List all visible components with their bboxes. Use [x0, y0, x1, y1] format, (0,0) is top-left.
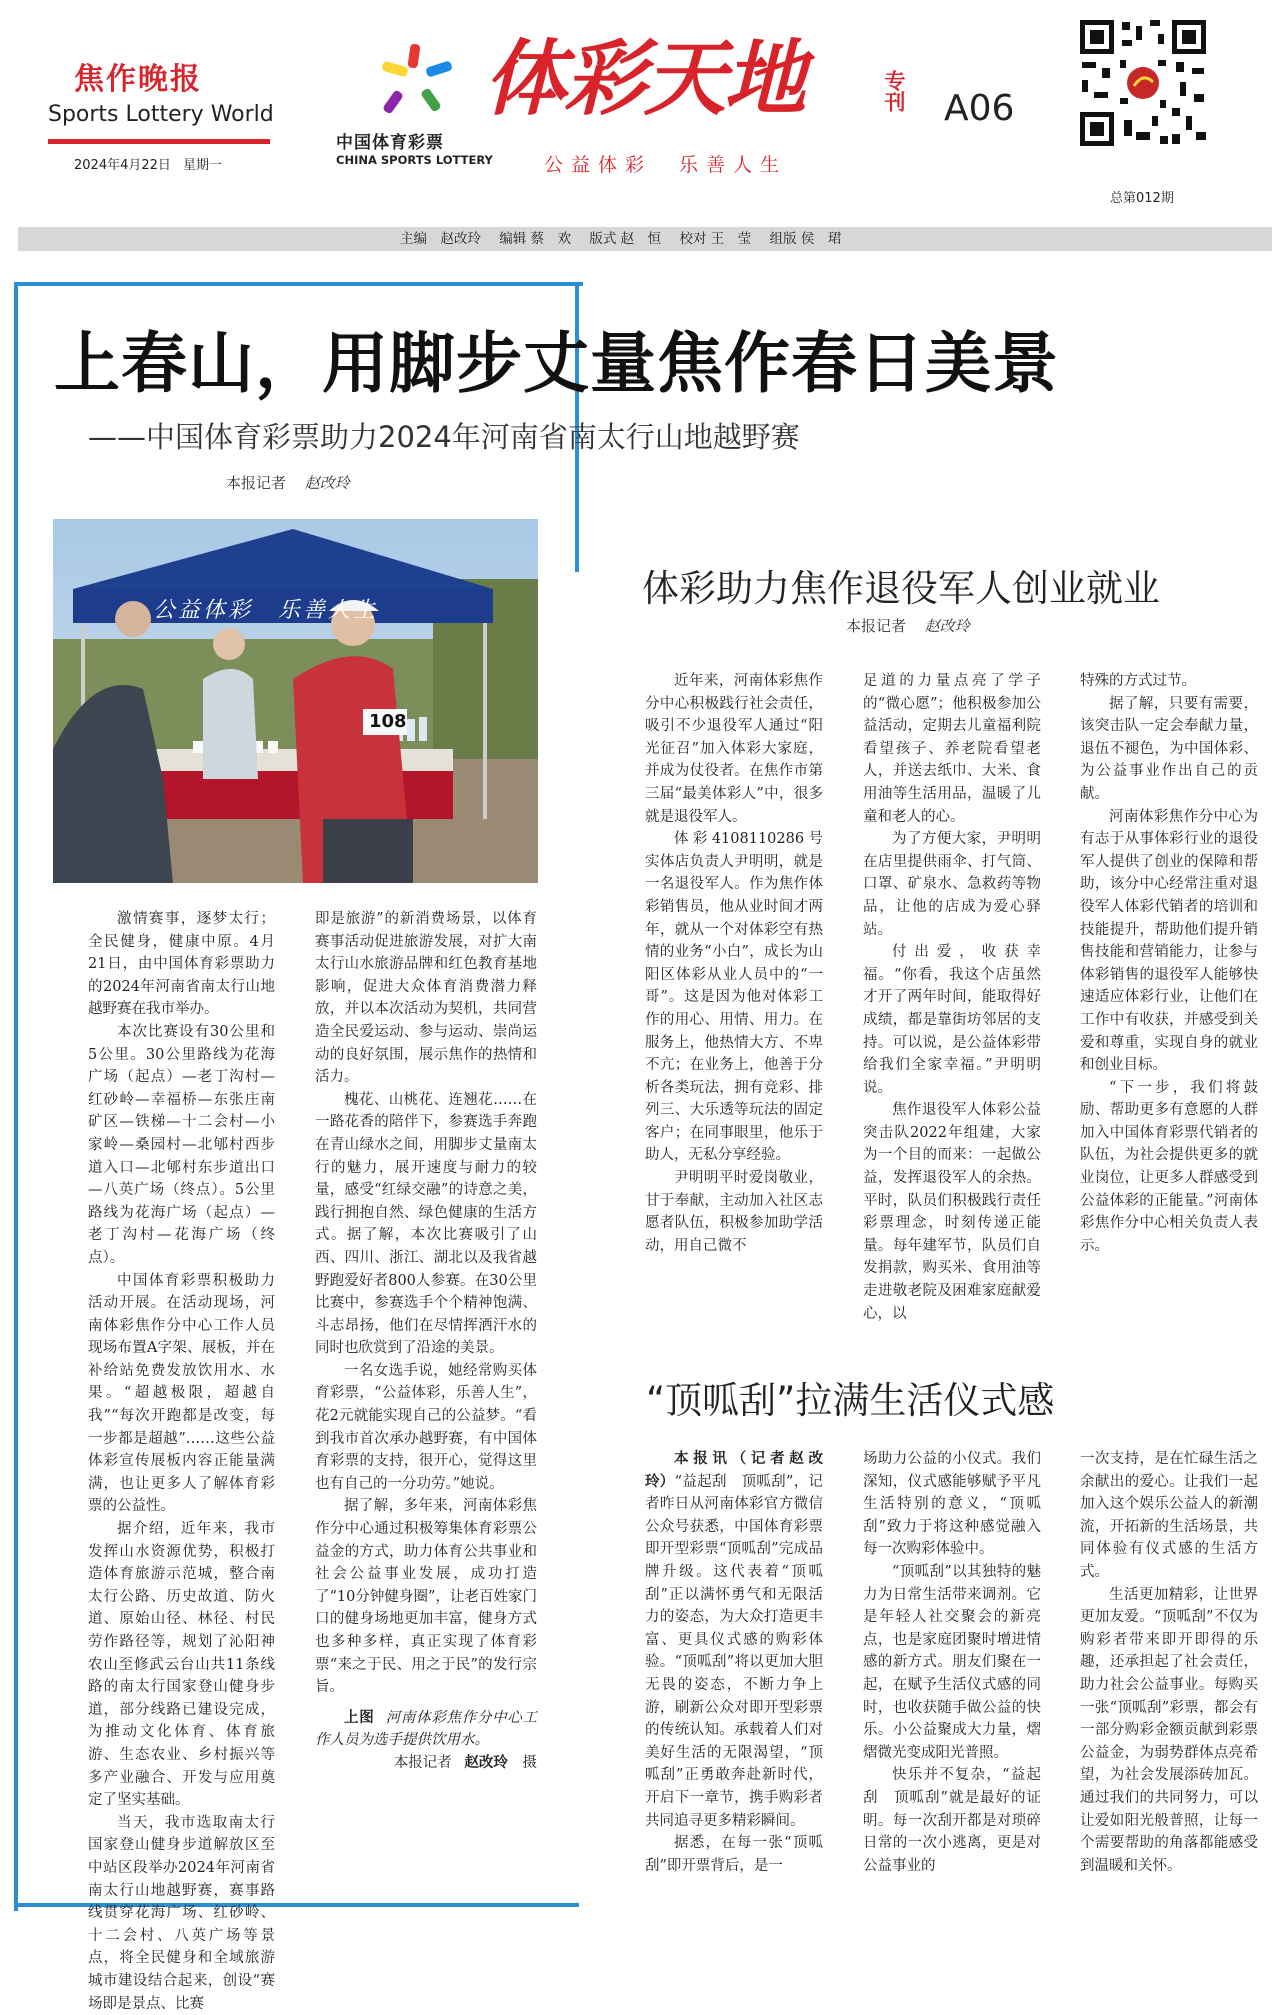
credit-verb: 摄	[522, 1754, 537, 1771]
paragraph: 场助力公益的小仪式。我们深知，仪式感能够赋予平凡生活特别的意义，“顶呱刮”致力于将这种感觉融入每一次购彩体验中。	[863, 1451, 1041, 1558]
main-article-column-2	[315, 908, 537, 1775]
paragraph: 体彩4108110286号实体店负责人尹明明，就是一名退役军人。作为焦作体彩销售员，他从业时间才两年，就从一个对体彩空有热情的业务“小白”，成长为山阳区体彩从业人员中的“一哥”。这是因为他对体彩工作的用心、用情、用力。在服务上，他热情大方、不卑不亢；在业务上，他善于分析各类玩法，拥有竞彩、排列三、大乐透等玩法的固定客户；在同事眼里，他乐于助人，无私分享经验。	[645, 831, 823, 1164]
paragraph: “下一步，我们将鼓励、帮助更多有意愿的人群加入中国体育彩票代销者的队伍，为社会提供更多的就业岗位，让更多人群感受到公益体彩的正能量。”河南体彩焦作分中心相关负责人表示。	[1080, 1079, 1258, 1254]
paragraph: 快乐并不复杂，“益起刮 顶呱刮”就是最好的证明。每一次刮开都是对琐碎日常的一次小逃离，更是对公益事业的	[863, 1767, 1041, 1874]
article3-column-2	[863, 1448, 1041, 1877]
paragraph: 河南体彩焦作分中心为有志于从事体彩行业的退役军人提供了创业的保障和帮助，该分中心经常注重对退役军人体彩代销者的培训和技能提升，帮助他们提升销售技能和营销能力，让参与体彩销售的退役军人能够快速适应体彩行业，让他们在工作中有收获，并感受到关爱和尊重，实现自身的就业和创业目标。	[1080, 808, 1258, 1074]
paragraph: 据悉，在每一张“顶呱刮”即开票背后，是一	[645, 1835, 823, 1874]
date-text: 2024年4月22日	[74, 158, 171, 173]
masthead-red-rule	[48, 139, 270, 144]
paragraph: 近年来，河南体彩焦作分中心积极践行社会责任，吸引不少退役军人通过“阳光征召”加入体彩大家庭，并成为仗役者。在焦作市第三届“最美体彩人”中，很多就是退役军人。	[645, 673, 823, 825]
paragraph: “顶呱刮”以其独特的魅力为日常生活带来调剂。它是年轻人社交聚会的新亮点，也是家庭团聚时增进情感的新方式。朋友们聚在一起，在赋予生活仪式感的同时，也收获随手做公益的快乐。小公益聚成大力量，熠熠微光变成阳光普照。	[863, 1563, 1041, 1761]
paragraph: 付出爱，收获幸福。“你看，我这个店虽然才开了两年时间，能取得好成绩，都是靠街坊邻居的支持。可以说，是公益体彩带给我们全家幸福。”尹明明说。	[863, 944, 1041, 1096]
article2-headline: 体彩助力焦作退役军人创业就业	[642, 567, 1160, 610]
editorial-credits-bar	[18, 227, 1272, 251]
race-photo-illustration	[53, 519, 538, 883]
race-photo	[53, 519, 538, 883]
paragraph: 焦作退役军人体彩公益突击队2022年组建，大家为一个目的而来：一起做公益，发挥退役军人的余热。平时，队员们积极践行责任彩票理念，时刻传递正能量。每年建军节，队员们自发捐款，购买米、食用油等走进敬老院及困难家庭献爱心，以	[863, 1102, 1041, 1322]
qr-code	[1076, 16, 1210, 150]
runner-bib-number: 108	[369, 711, 407, 732]
page-number: A06	[944, 88, 1015, 129]
paragraph: 一次支持，是在忙碌生活之余献出的爱心。让我们一起加入这个娱乐公益人的新潮流，开拓新的生活场景，共同体验有仪式感的生活方式。	[1080, 1451, 1258, 1580]
credit-typesetter: 组版 侯 珺	[769, 231, 842, 247]
paragraph: 生活更加精彩，让世界更加友爱。“顶呱刮”不仅为购彩者带来即开即得的乐趣，还承担起了社会责任，助力社会公益事业。每购买一张“顶呱刮”彩票，都会有一部分购彩金额贡献到彩票公益金，为弱势群体点亮希望，为社会发展添砖加瓦。通过我们的共同努力，可以让爱如阳光般普照，让每一个需要帮助的角落都能感受到温暖和关怀。	[1080, 1586, 1258, 1874]
byline-name: 赵改玲	[924, 617, 970, 635]
paragraph: “益起刮 顶呱刮”，记者昨日从河南体彩官方微信公众号获悉，中国体育彩票即开型彩票“顶呱刮”完成品牌升级。这代表着“顶呱刮”正以满怀勇气和无限活力的姿态，为大众打造更丰富、更具仪式感的购彩体验。“顶呱刮”将以更加大胆无畏的姿态，不断力争上游，刷新公众对即开型彩票的传统认知。承载着人们对美好生活的无限渴望，“顶呱刮”正勇敢奔赴新时代，开启下一章节，携手购彩者共同追寻更多精彩瞬间。	[645, 1473, 824, 1829]
sports-lottery-logo-icon	[374, 40, 460, 122]
special-edition-label: 专刊	[882, 70, 906, 112]
main-byline	[226, 472, 350, 493]
paragraph: 尹明明平时爱岗敬业，甘于奉献，主动加入社区志愿者队伍，积极参加助学活动，用自己微不	[645, 1170, 823, 1254]
slogan: 公益体彩 乐善人生	[544, 154, 788, 176]
section-title: 体彩天地	[484, 32, 804, 127]
paragraph: 中国体育彩票积极助力活动开展。在活动现场，河南体彩焦作分中心工作人员现场布置A字架、展板，并在补给站免费发放饮用水、水果。“超越极限，超越自我”“每次开跑都是改变，每一步都是超越”……这些公益体彩宣传展板内容正能量满满，也让更多人了解体育彩票的公益性。	[88, 1272, 275, 1515]
issue-date	[74, 154, 222, 173]
article2-column-2	[863, 670, 1041, 1325]
main-subheadline: ——中国体育彩票助力2024年河南省南太行山地越野赛	[88, 420, 800, 454]
lottery-en-name: CHINA SPORTS LOTTERY	[336, 153, 493, 167]
paragraph: 一名女选手说，她经常购买体育彩票，“公益体彩，乐善人生”，花2元就能实现自己的公益梦。“看到我市首次承办越野赛，有中国体育彩票的支持，很开心，觉得这里也有自己的一分功劳。”她说。	[315, 1362, 537, 1492]
credit-name: 赵改玲	[464, 1753, 508, 1771]
paragraph: 本次比赛设有30公里和5公里。30公里路线为花海广场（起点）—老丁沟村—红砂岭—幸福桥—东张庄南矿区—铁梯—十二会村—小家岭—桑园村—北郇村西步道入口—北郇村东步道出口—八英广场（终点）。5公里路线为花海广场（起点）—老丁沟村—花海广场（终点）。	[88, 1023, 275, 1266]
paper-subtitle: Sports Lottery World	[48, 102, 274, 127]
credit-chief-editor: 主编 赵改玲	[400, 231, 481, 247]
paragraph: 据了解，只要有需要，该突击队一定会奉献力量，退伍不褪色，为中国体彩、为公益事业作出自己的贡献。	[1080, 695, 1258, 802]
article2-byline	[846, 615, 970, 636]
photo-credit	[315, 1752, 537, 1775]
lead-label: 本报讯	[674, 1450, 732, 1467]
byline-name: 赵改玲	[304, 474, 350, 492]
byline-label: 本报记者	[846, 617, 907, 635]
article3-column-3	[1080, 1448, 1258, 1877]
paragraph: 特殊的方式过节。	[1080, 673, 1196, 689]
paragraph: 据了解，多年来，河南体彩焦作分中心通过积极筹集体育彩票公益金的方式，助力体育公共事业和社会公益事业发展，成功打造了“10分钟健身圈”，让老百姓家门口的健身场地更加丰富，健身方式也多种多样，真正实现了体育彩票“来之于民、用之于民”的发行宗旨。	[315, 1498, 537, 1696]
article3-headline: “顶呱刮”拉满生活仪式感	[646, 1379, 1055, 1422]
article2-column-1	[645, 670, 823, 1257]
byline-label: 本报记者	[226, 474, 287, 492]
tent-banner-text: 公益体彩 乐善人生	[153, 598, 379, 623]
main-headline: 上春山，用脚步丈量焦作春日美景	[54, 325, 1059, 402]
paragraph: 为了方便大家，尹明明在店里提供雨伞、打气筒、口罩、矿泉水、急救药等物品，让他的店成为爱心驿站。	[863, 831, 1041, 938]
credit-editor: 编辑 蔡 欢	[499, 231, 572, 247]
paragraph: 槐花、山桃花、连翘花……在一路花香的陪伴下，参赛选手奔跑在青山绿水之间，用脚步丈量南太行的魅力，展开速度与耐力的较量，感受“红绿交融”的诗意之美，践行拥抱自然、绿色健康的生活方式。据了解，本次比赛吸引了山西、四川、浙江、湖北以及我省越野跑爱好者800人参赛。在30公里比赛中，参赛选手个个精神饱满、斗志昂扬，他们在尽情挥洒汗水的同时也欣赏到了沿途的美景。	[315, 1091, 537, 1357]
article3-lead	[645, 1448, 823, 1832]
caption-text: 河南体彩焦作分中心工作人员为选手提供饮用水。	[315, 1709, 538, 1749]
article3-column-1	[645, 1448, 823, 1877]
paragraph: 据介绍，近年来，我市发挥山水资源优势，积极打造体育旅游示范城，整合南太行公路、历史故道、防火道、原始山径、林径、村民劳作路径等，规划了沁阳神农山至修武云台山共11条线路的南太行国家登山健身步道，部分线路已建设完成，为推动文化体育、体育旅游、生态农业、乡村振兴等多产业融合、开发与应用奠定了坚实基础。	[88, 1521, 275, 1809]
caption-label: 上图	[344, 1708, 375, 1726]
lead-reporter: （记者赵改玲）	[645, 1450, 824, 1490]
article2-column-3	[1080, 670, 1258, 1257]
main-article-column-1	[88, 908, 275, 2015]
photo-caption	[315, 1707, 537, 1752]
masthead	[0, 0, 1280, 222]
credit-layout: 版式 赵 恒	[589, 231, 662, 247]
paragraph: 激情赛事，逐梦太行；全民健身，健康中原。4月21日，由中国体育彩票助力的2024年河南省南太行山地越野赛在我市举办。	[88, 911, 275, 1018]
weekday-text: 星期一	[183, 158, 223, 173]
paper-name-logo: 焦作晚报	[74, 62, 202, 97]
paragraph: 即是旅游”的新消费场景，以体育赛事活动促进旅游发展，对扩大南太行山水旅游品牌和红色教育基地影响，促进大众体育消费潜力释放，并以本次活动为契机，共同营造全民爱运动、参与运动、崇尚运动的良好氛围，展示焦作的热情和活力。	[315, 911, 537, 1086]
lottery-cn-name: 中国体育彩票	[336, 133, 444, 153]
paragraph: 当天，我市选取南太行国家登山健身步道解放区至中站区段举办2024年河南省南太行山地越野赛，赛事路线贯穿花海广场、红砂岭、十二会村、八英广场等景点，将全民健身和全域旅游城市建设结合起来，创设“赛场即是景点、比赛	[88, 1814, 275, 2012]
paragraph: 足道的力量点亮了学子的“微心愿”；他积极参加公益活动，定期去儿童福利院看望孩子、养老院看望老人，并送去纸巾、大米、食用油等生活用品，温暖了儿童和老人的心。	[863, 673, 1041, 825]
issue-total-number: 总第012期	[1110, 191, 1174, 206]
qr-code-icon	[1076, 16, 1210, 150]
credit-proofreader: 校对 王 莹	[679, 231, 752, 247]
credit-label: 本报记者	[393, 1754, 452, 1771]
